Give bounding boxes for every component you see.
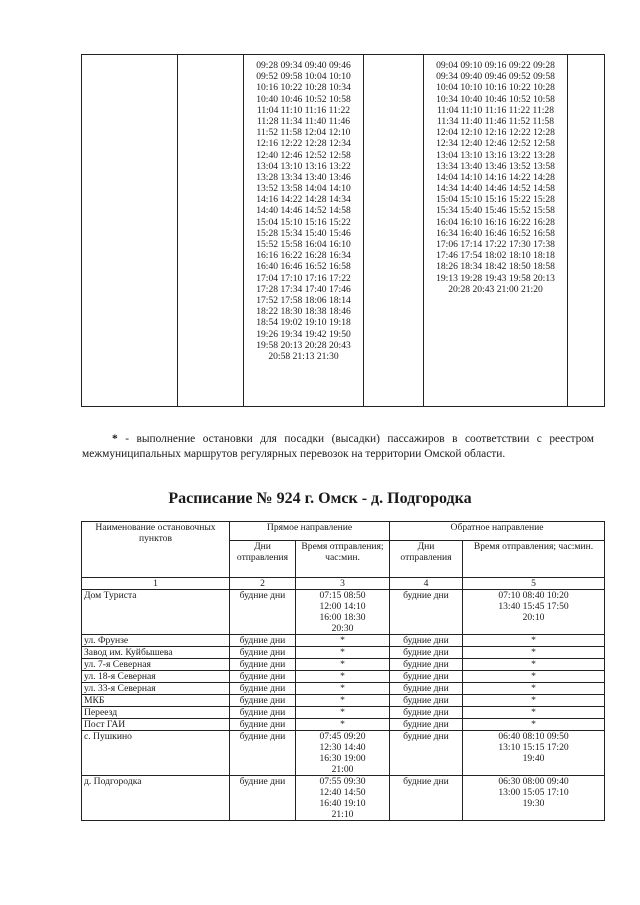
forward-times-cell	[296, 590, 390, 635]
time-line: 06:30 08:00 09:40	[498, 776, 569, 787]
cont-cell-empty-1	[82, 55, 178, 407]
table-row	[82, 719, 605, 731]
backward-times-line: 14:34 14:40 14:46 14:52 14:58	[436, 183, 555, 195]
forward-times-line: 12:16 12:22 12:28 12:34	[256, 138, 351, 150]
backward-times-cell	[463, 635, 605, 647]
backward-times-line: 18:26 18:34 18:42 18:50 18:58	[436, 261, 555, 273]
stop-name: МКБ	[82, 695, 230, 707]
time-line: 16:00 18:30	[319, 612, 366, 623]
forward-times-cell	[296, 695, 390, 707]
forward-times-cell	[296, 683, 390, 695]
backward-times-line: 11:04 11:10 11:16 11:22 11:28	[436, 104, 555, 116]
backward-times-cell	[463, 695, 605, 707]
forward-times-cell	[296, 776, 390, 821]
forward-times-line: 10:40 10:46 10:52 10:58	[256, 93, 351, 105]
time-line: 19:40	[522, 753, 545, 764]
forward-times-line: 15:52 15:58 16:04 16:10	[256, 239, 351, 250]
forward-times-line: 09:52 09:58 10:04 10:10	[256, 71, 351, 83]
backward-times-line: 16:34 16:40 16:46 16:52 16:58	[436, 227, 555, 239]
backward-times-line: 13:04 13:10 13:16 13:22 13:28	[436, 149, 555, 161]
forward-days: будние дни	[230, 683, 296, 695]
forward-times-line: 11:28 11:34 11:40 11:46	[256, 115, 351, 127]
backward-times-line: 15:34 15:40 15:46 15:52 15:58	[436, 205, 555, 217]
stop-name: Завод им. Куйбышева	[82, 647, 230, 659]
forward-times-line: 17:52 17:58 18:06 18:14	[256, 294, 351, 306]
time-line: *	[340, 659, 345, 670]
table-row	[82, 590, 605, 635]
time-line: 20:10	[522, 612, 545, 623]
forward-times-cell	[296, 635, 390, 647]
backward-days: будние дни	[390, 659, 463, 671]
schedule-table	[81, 521, 605, 821]
forward-days: будние дни	[230, 671, 296, 683]
continuation-table	[81, 54, 605, 407]
time-line: *	[340, 683, 345, 694]
forward-times-line: 15:04 15:10 15:16 15:22	[256, 216, 351, 228]
backward-days: будние дни	[390, 635, 463, 647]
forward-times-line: 11:52 11:58 12:04 12:10	[256, 127, 351, 139]
col-number-5: 5	[463, 578, 605, 590]
time-line: *	[531, 707, 536, 718]
cont-times-backward	[424, 55, 568, 407]
backward-times-line: 15:04 15:10 15:16 15:22 15:28	[436, 194, 555, 206]
backward-times-cell	[463, 590, 605, 635]
forward-days: будние дни	[230, 719, 296, 731]
backward-days: будние дни	[390, 671, 463, 683]
forward-times-line: 12:40 12:46 12:52 12:58	[256, 149, 351, 161]
forward-times-line: 19:26 19:34 19:42 19:50	[256, 328, 351, 340]
forward-times-cell	[296, 647, 390, 659]
forward-times-line: 13:28 13:34 13:40 13:46	[256, 171, 351, 183]
forward-times-line: 10:16 10:22 10:28 10:34	[256, 82, 351, 94]
backward-times-line: 16:04 16:10 16:16 16:22 16:28	[436, 216, 555, 228]
forward-times-cell	[296, 719, 390, 731]
forward-times-line: 19:58 20:13 20:28 20:43	[256, 339, 351, 351]
table-row	[82, 671, 605, 683]
forward-days: будние дни	[230, 707, 296, 719]
stop-name: с. Пушкино	[82, 731, 230, 776]
time-line: 13:40 15:45 17:50	[498, 601, 569, 612]
backward-times-line: 12:34 12:40 12:46 12:52 12:58	[436, 138, 555, 150]
backward-times-line: 09:34 09:40 09:46 09:52 09:58	[436, 71, 555, 83]
forward-times-line: 16:16 16:22 16:28 16:34	[256, 250, 351, 262]
backward-times-cell	[463, 683, 605, 695]
header-time-backward: Время отправления; час:мин.	[463, 541, 605, 578]
cont-cell-empty-4	[568, 55, 605, 407]
backward-times-cell	[463, 707, 605, 719]
stop-name: ул. Фрунзе	[82, 635, 230, 647]
backward-times-cell	[463, 671, 605, 683]
time-line: 16:30 19:00	[319, 753, 366, 764]
time-line: *	[340, 695, 345, 706]
time-line: 07:55 09:30	[319, 776, 366, 787]
time-line: 12:40 14:50	[319, 787, 366, 798]
time-line: 20:30	[331, 623, 354, 634]
backward-times-cell	[463, 776, 605, 821]
time-line: *	[340, 719, 345, 730]
col-number-1: 1	[82, 578, 230, 590]
backward-times-line: 20:28 20:43 21:00 21:20	[448, 283, 543, 295]
time-line: *	[531, 659, 536, 670]
col-number-3: 3	[296, 578, 390, 590]
schedule-title: Расписание № 924 г. Омск - д. Подгородка	[168, 490, 472, 507]
header-days-forward: Дни отправления	[230, 541, 296, 578]
forward-times-line: 11:04 11:10 11:16 11:22	[256, 104, 351, 116]
backward-times-cell	[463, 719, 605, 731]
header-backward: Обратное направление	[390, 522, 605, 541]
time-line: 06:40 08:10 09:50	[498, 731, 569, 742]
time-line: *	[531, 695, 536, 706]
forward-times-line: 15:28 15:34 15:40 15:46	[256, 227, 351, 239]
backward-times-cell	[463, 731, 605, 776]
backward-times-line: 14:04 14:10 14:16 14:22 14:28	[436, 171, 555, 183]
forward-times-line: 20:58 21:13 21:30	[268, 350, 339, 362]
forward-times-line: 17:04 17:10 17:16 17:22	[256, 272, 351, 284]
time-line: *	[531, 719, 536, 730]
forward-days: будние дни	[230, 731, 296, 776]
col-number-4: 4	[390, 578, 463, 590]
time-line: *	[531, 647, 536, 658]
backward-times-line: 09:04 09:10 09:16 09:22 09:28	[436, 60, 555, 71]
footnote-text: - выполнение остановки для посадки (высадки) пассажиров в соответствии с реестром межмуниципальных маршрутов регулярных перевозок на территории Омской области.	[82, 433, 594, 460]
footnote	[82, 432, 594, 462]
stop-name: д. Подгородка	[82, 776, 230, 821]
time-line: *	[340, 707, 345, 718]
forward-times-line: 09:28 09:34 09:40 09:46	[256, 60, 351, 71]
backward-days: будние дни	[390, 731, 463, 776]
forward-days: будние дни	[230, 635, 296, 647]
time-line: 16:40 19:10	[319, 798, 366, 809]
stop-name: Дом Туриста	[82, 590, 230, 635]
footnote-star: *	[112, 433, 118, 445]
forward-times-line: 13:04 13:10 13:16 13:22	[256, 160, 351, 172]
forward-days: будние дни	[230, 590, 296, 635]
time-line: *	[340, 635, 345, 646]
backward-days: будние дни	[390, 776, 463, 821]
backward-times-line: 11:34 11:40 11:46 11:52 11:58	[436, 115, 555, 127]
time-line: 19:30	[522, 798, 545, 809]
backward-times-cell	[463, 647, 605, 659]
time-line: 07:45 09:20	[319, 731, 366, 742]
cont-cell-empty-2	[178, 55, 244, 407]
time-line: 21:10	[331, 809, 354, 820]
time-line: *	[531, 671, 536, 682]
time-line: *	[531, 635, 536, 646]
table-row	[82, 695, 605, 707]
forward-times-line: 14:16 14:22 14:28 14:34	[256, 194, 351, 206]
backward-days: будние дни	[390, 719, 463, 731]
time-line: 13:10 15:15 17:20	[498, 742, 569, 753]
forward-times-cell	[296, 659, 390, 671]
time-line: *	[340, 671, 345, 682]
stop-name: ул. 7-я Северная	[82, 659, 230, 671]
forward-times-line: 13:52 13:58 14:04 14:10	[256, 183, 351, 195]
stop-name: ул. 33-я Северная	[82, 683, 230, 695]
backward-times-line: 12:04 12:10 12:16 12:22 12:28	[436, 127, 555, 139]
forward-times-line: 18:22 18:30 18:38 18:46	[256, 306, 351, 318]
backward-times-cell	[463, 659, 605, 671]
forward-times-cell	[296, 671, 390, 683]
backward-days: будние дни	[390, 647, 463, 659]
header-forward: Прямое направление	[230, 522, 390, 541]
time-line: 12:30 14:40	[319, 742, 366, 753]
forward-days: будние дни	[230, 776, 296, 821]
header-time-forward: Время отправления; час:мин.	[296, 541, 390, 578]
backward-days: будние дни	[390, 707, 463, 719]
time-line: 07:15 08:50	[319, 590, 366, 601]
backward-times-line: 17:06 17:14 17:22 17:30 17:38	[436, 239, 555, 250]
time-line: 07:10 08:40 10:20	[498, 590, 569, 601]
backward-days: будние дни	[390, 590, 463, 635]
table-row	[82, 731, 605, 776]
cont-times-forward	[244, 55, 364, 407]
forward-days: будние дни	[230, 647, 296, 659]
header-stop-names: Наименование остановочных пунктов	[82, 522, 230, 578]
backward-times-line: 17:46 17:54 18:02 18:10 18:18	[436, 250, 555, 262]
backward-days: будние дни	[390, 683, 463, 695]
stop-name: Пост ГАИ	[82, 719, 230, 731]
backward-times-line: 10:04 10:10 10:16 10:22 10:28	[436, 82, 555, 94]
backward-days: будние дни	[390, 695, 463, 707]
table-row	[82, 647, 605, 659]
time-line: *	[531, 683, 536, 694]
time-line: 21:00	[331, 764, 354, 775]
cont-cell-empty-3	[364, 55, 424, 407]
table-row	[82, 683, 605, 695]
table-row	[82, 635, 605, 647]
backward-times-line: 19:13 19:28 19:43 19:58 20:13	[436, 272, 555, 284]
forward-times-cell	[296, 731, 390, 776]
backward-times-line: 13:34 13:40 13:46 13:52 13:58	[436, 160, 555, 172]
table-row	[82, 776, 605, 821]
forward-times-line: 14:40 14:46 14:52 14:58	[256, 205, 351, 217]
header-days-backward: Дни отправления	[390, 541, 463, 578]
stop-name: Переезд	[82, 707, 230, 719]
stop-name: ул. 18-я Северная	[82, 671, 230, 683]
forward-days: будние дни	[230, 695, 296, 707]
time-line: 12:00 14:10	[319, 601, 366, 612]
col-number-2: 2	[230, 578, 296, 590]
time-line: 13:00 15:05 17:10	[498, 787, 569, 798]
forward-days: будние дни	[230, 659, 296, 671]
time-line: *	[340, 647, 345, 658]
forward-times-line: 17:28 17:34 17:40 17:46	[256, 283, 351, 295]
forward-times-cell	[296, 707, 390, 719]
backward-times-line: 10:34 10:40 10:46 10:52 10:58	[436, 93, 555, 105]
table-row	[82, 659, 605, 671]
forward-times-line: 16:40 16:46 16:52 16:58	[256, 261, 351, 273]
forward-times-line: 18:54 19:02 19:10 19:18	[256, 317, 351, 329]
table-row	[82, 707, 605, 719]
